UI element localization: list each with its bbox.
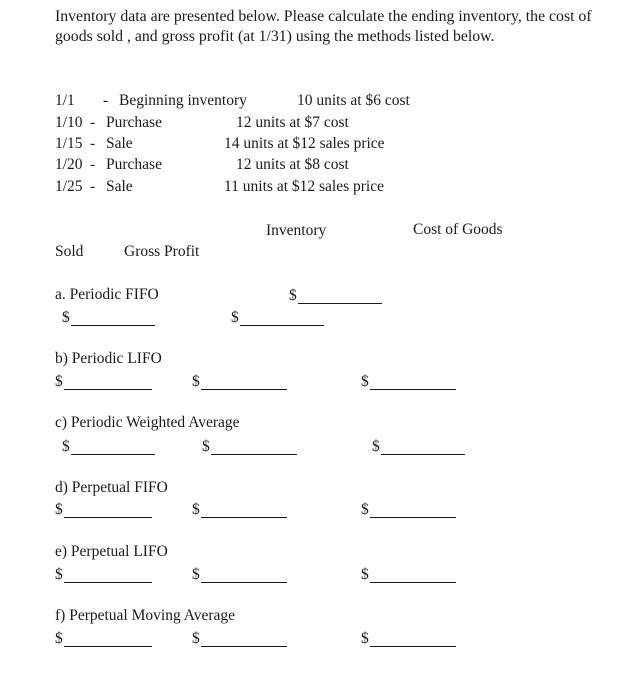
gross-profit-answer-field[interactable] bbox=[192, 630, 287, 648]
transaction-date: 1/15 bbox=[55, 135, 83, 152]
method-label-perpetual-moving-average: f) Perpetual Moving Average bbox=[55, 607, 236, 624]
inventory-answer-field[interactable] bbox=[372, 438, 465, 456]
transaction-detail: 11 units at $12 sales price bbox=[224, 178, 384, 195]
gross-profit-answer-field[interactable] bbox=[192, 501, 287, 519]
instructions-text: Inventory data are presented below. Please calculate the ending inventory, the cost of goods sold , and gross profit (at 1/31) using the methods listed below. bbox=[55, 8, 592, 45]
dollar-sign: $ bbox=[361, 373, 369, 390]
transaction-separator: - bbox=[90, 135, 96, 152]
transaction-separator: - bbox=[103, 92, 109, 109]
answer-line bbox=[370, 566, 456, 583]
method-label-periodic-fifo: a. Periodic FIFO bbox=[55, 286, 159, 303]
transaction-date: 1/25 bbox=[55, 178, 83, 195]
inventory-answer-field[interactable] bbox=[289, 287, 382, 305]
transaction-separator: - bbox=[90, 114, 96, 131]
answer-line bbox=[381, 438, 465, 455]
answer-line bbox=[71, 309, 155, 326]
transaction-separator: - bbox=[90, 156, 96, 173]
dollar-sign: $ bbox=[62, 438, 70, 455]
method-label-periodic-weighted-average: c) Periodic Weighted Average bbox=[55, 414, 240, 431]
cogs-answer-field[interactable] bbox=[55, 630, 152, 648]
transaction-detail: 14 units at $12 sales price bbox=[224, 135, 385, 152]
answer-line bbox=[211, 438, 297, 455]
answer-line bbox=[64, 630, 152, 647]
dollar-sign: $ bbox=[55, 630, 63, 647]
answer-line bbox=[201, 630, 287, 647]
method-label-perpetual-lifo: e) Perpetual LIFO bbox=[55, 543, 168, 560]
answer-line bbox=[370, 630, 456, 647]
dollar-sign: $ bbox=[62, 309, 70, 326]
gross-profit-answer-field[interactable] bbox=[231, 309, 324, 327]
answer-line bbox=[64, 501, 152, 518]
dollar-sign: $ bbox=[361, 630, 369, 647]
cogs-answer-field[interactable] bbox=[55, 501, 152, 519]
cogs-answer-field[interactable] bbox=[62, 438, 155, 456]
dollar-sign: $ bbox=[361, 566, 369, 583]
transaction-description: Purchase bbox=[106, 114, 162, 131]
gross-profit-answer-field[interactable] bbox=[192, 373, 287, 391]
answer-line bbox=[71, 438, 155, 455]
transaction-date: 1/1 bbox=[55, 92, 75, 109]
gross-profit-answer-field[interactable] bbox=[202, 438, 297, 456]
dollar-sign: $ bbox=[231, 309, 239, 326]
dollar-sign: $ bbox=[55, 566, 63, 583]
gross-profit-answer-field[interactable] bbox=[192, 566, 287, 584]
transaction-detail: 12 units at $8 cost bbox=[236, 156, 349, 173]
dollar-sign: $ bbox=[192, 373, 200, 390]
answer-line bbox=[64, 373, 152, 390]
inventory-answer-field[interactable] bbox=[361, 501, 456, 519]
answer-line bbox=[64, 566, 152, 583]
dollar-sign: $ bbox=[55, 501, 63, 518]
cogs-answer-field[interactable] bbox=[55, 566, 152, 584]
answer-line bbox=[370, 373, 456, 390]
inventory-answer-field[interactable] bbox=[361, 566, 456, 584]
answer-line bbox=[201, 501, 287, 518]
transaction-detail: 10 units at $6 cost bbox=[297, 92, 410, 109]
transaction-separator: - bbox=[90, 178, 96, 195]
answer-line bbox=[240, 309, 324, 326]
transaction-description: Purchase bbox=[106, 156, 162, 173]
dollar-sign: $ bbox=[361, 501, 369, 518]
dollar-sign: $ bbox=[55, 373, 63, 390]
dollar-sign: $ bbox=[192, 630, 200, 647]
dollar-sign: $ bbox=[372, 438, 380, 455]
method-label-periodic-lifo: b) Periodic LIFO bbox=[55, 350, 162, 367]
method-label-perpetual-fifo: d) Perpetual FIFO bbox=[55, 479, 168, 496]
answer-line bbox=[201, 566, 287, 583]
header-cost-of-goods: Cost of Goods bbox=[413, 221, 503, 238]
header-gross-profit: Gross Profit bbox=[124, 243, 200, 260]
transaction-date: 1/20 bbox=[55, 156, 83, 173]
cogs-answer-field[interactable] bbox=[55, 373, 152, 391]
inventory-answer-field[interactable] bbox=[361, 630, 456, 648]
answer-line bbox=[201, 373, 287, 390]
header-sold: Sold bbox=[55, 243, 84, 260]
dollar-sign: $ bbox=[192, 501, 200, 518]
answer-line bbox=[370, 501, 456, 518]
transaction-detail: 12 units at $7 cost bbox=[236, 114, 349, 131]
header-inventory: Inventory bbox=[266, 222, 327, 239]
answer-line bbox=[298, 287, 382, 304]
cogs-answer-field[interactable] bbox=[62, 309, 155, 327]
transaction-description: Sale bbox=[106, 178, 133, 195]
dollar-sign: $ bbox=[289, 287, 297, 304]
dollar-sign: $ bbox=[192, 566, 200, 583]
dollar-sign: $ bbox=[202, 438, 210, 455]
transaction-description: Beginning inventory bbox=[119, 92, 247, 109]
inventory-answer-field[interactable] bbox=[361, 373, 456, 391]
transaction-date: 1/10 bbox=[55, 114, 83, 131]
transaction-description: Sale bbox=[106, 135, 133, 152]
